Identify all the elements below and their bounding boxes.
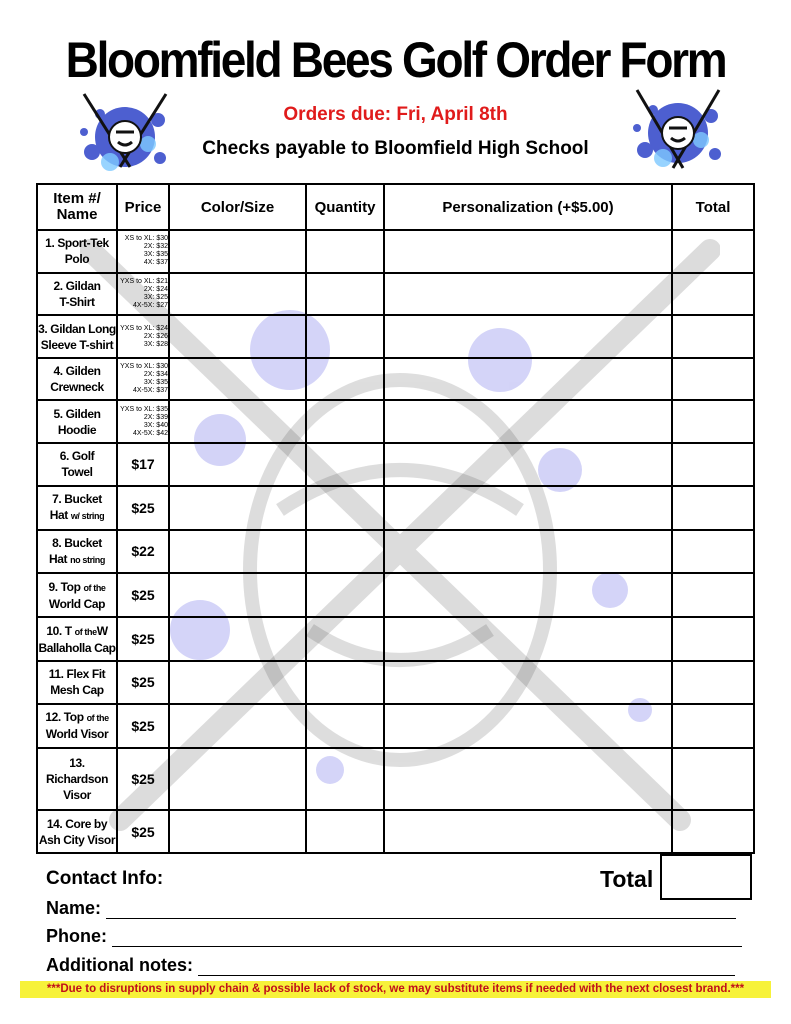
col-quantity-header: Quantity — [306, 184, 384, 230]
item-name-cell: 11. Flex Fit Mesh Cap — [37, 661, 117, 704]
quantity-field[interactable] — [306, 443, 384, 486]
row-total-field[interactable] — [672, 400, 754, 443]
personalization-field[interactable] — [384, 661, 672, 704]
item-name-cell: 2. Gildan T-Shirt — [37, 273, 117, 316]
personalization-field[interactable] — [384, 617, 672, 661]
personalization-field[interactable] — [384, 230, 672, 273]
table-row — [37, 748, 754, 811]
table-row — [37, 810, 754, 853]
color-size-field[interactable] — [169, 358, 306, 401]
table-row — [37, 358, 754, 401]
item-price-cell: $25 — [117, 486, 169, 530]
notes-label: Additional notes: — [46, 955, 193, 975]
quantity-field[interactable] — [306, 748, 384, 811]
personalization-field[interactable] — [384, 315, 672, 358]
name-row — [46, 898, 736, 922]
row-total-field[interactable] — [672, 661, 754, 704]
color-size-field[interactable] — [169, 530, 306, 574]
order-table — [36, 183, 755, 854]
table-row — [37, 573, 754, 617]
row-total-field[interactable] — [672, 617, 754, 661]
row-total-field[interactable] — [672, 315, 754, 358]
item-size-prices-cell: YXS to XL: $30 2X: $34 3X: $35 4X-5X: $37 — [117, 358, 169, 401]
item-name-cell: 10. T of theW Ballaholla Cap — [37, 617, 117, 661]
item-name-cell: 9. Top of the World Cap — [37, 573, 117, 617]
row-total-field[interactable] — [672, 810, 754, 853]
contact-info-label: Contact Info: — [46, 868, 164, 889]
item-price-cell: $22 — [117, 530, 169, 574]
table-row — [37, 443, 754, 486]
personalization-field[interactable] — [384, 486, 672, 530]
notes-row — [46, 955, 735, 979]
item-size-prices-cell: YXS to XL: $21 2X: $24 3X: $25 4X-5X: $27 — [117, 273, 169, 316]
quantity-field[interactable] — [306, 273, 384, 316]
item-name-cell: 4. Gilden Crewneck — [37, 358, 117, 401]
bee-logo-right — [623, 88, 733, 178]
personalization-field[interactable] — [384, 358, 672, 401]
quantity-field[interactable] — [306, 315, 384, 358]
row-total-field[interactable] — [672, 573, 754, 617]
phone-field[interactable] — [112, 928, 742, 947]
col-personalization-header: Personalization (+$5.00) — [384, 184, 672, 230]
quantity-field[interactable] — [306, 486, 384, 530]
table-row — [37, 486, 754, 530]
item-size-prices-cell: XS to XL: $30 2X: $32 3X: $35 4X: $37 — [117, 230, 169, 273]
table-row — [37, 617, 754, 661]
color-size-field[interactable] — [169, 748, 306, 811]
color-size-field[interactable] — [169, 486, 306, 530]
table-row — [37, 315, 754, 358]
color-size-field[interactable] — [169, 400, 306, 443]
orders-due-text: Orders due: Fri, April 8th — [283, 104, 508, 125]
table-row — [37, 230, 754, 273]
table-row — [37, 400, 754, 443]
quantity-field[interactable] — [306, 400, 384, 443]
row-total-field[interactable] — [672, 486, 754, 530]
phone-row — [46, 926, 742, 950]
table-row — [37, 273, 754, 316]
grand-total-label: Total — [600, 866, 654, 892]
quantity-field[interactable] — [306, 810, 384, 853]
row-total-field[interactable] — [672, 530, 754, 574]
notes-field[interactable] — [198, 957, 735, 976]
color-size-field[interactable] — [169, 704, 306, 748]
item-price-cell: $25 — [117, 617, 169, 661]
personalization-field[interactable] — [384, 400, 672, 443]
item-price-cell: $17 — [117, 443, 169, 486]
personalization-field[interactable] — [384, 748, 672, 811]
color-size-field[interactable] — [169, 315, 306, 358]
quantity-field[interactable] — [306, 617, 384, 661]
phone-label: Phone: — [46, 926, 107, 946]
table-row — [37, 704, 754, 748]
color-size-field[interactable] — [169, 230, 306, 273]
col-price-header: Price — [117, 184, 169, 230]
item-price-cell: $25 — [117, 661, 169, 704]
item-name-cell: 3. Gildan Long Sleeve T-shirt — [37, 315, 117, 358]
item-price-cell: $25 — [117, 748, 169, 811]
item-name-cell: 7. Bucket Hat w/ string — [37, 486, 117, 530]
color-size-field[interactable] — [169, 443, 306, 486]
row-total-field[interactable] — [672, 273, 754, 316]
supply-chain-disclaimer: ***Due to disruptions in supply chain & possible lack of stock, we may substitute items if needed with the next closest brand.*** — [20, 981, 771, 998]
personalization-field[interactable] — [384, 273, 672, 316]
personalization-field[interactable] — [384, 810, 672, 853]
quantity-field[interactable] — [306, 573, 384, 617]
color-size-field[interactable] — [169, 810, 306, 853]
checks-payable-text: Checks payable to Bloomfield High School — [202, 138, 589, 159]
item-price-cell: $25 — [117, 573, 169, 617]
color-size-field[interactable] — [169, 617, 306, 661]
row-total-field[interactable] — [672, 230, 754, 273]
quantity-field[interactable] — [306, 230, 384, 273]
row-total-field[interactable] — [672, 443, 754, 486]
item-name-cell: 5. Gilden Hoodie — [37, 400, 117, 443]
row-total-field[interactable] — [672, 358, 754, 401]
header-row — [37, 184, 754, 230]
quantity-field[interactable] — [306, 704, 384, 748]
item-size-prices-cell: YXS to XL: $35 2X: $39 3X: $40 4X-5X: $42 — [117, 400, 169, 443]
item-size-prices-cell: YXS to XL: $24 2X: $26 3X: $28 — [117, 315, 169, 358]
color-size-field[interactable] — [169, 573, 306, 617]
name-field[interactable] — [106, 900, 736, 919]
item-price-cell: $25 — [117, 704, 169, 748]
grand-total-field[interactable] — [660, 854, 752, 900]
color-size-field[interactable] — [169, 661, 306, 704]
item-price-cell: $25 — [117, 810, 169, 853]
col-size-header: Color/Size — [169, 184, 306, 230]
col-total-header: Total — [672, 184, 754, 230]
personalization-field[interactable] — [384, 573, 672, 617]
quantity-field[interactable] — [306, 530, 384, 574]
personalization-field[interactable] — [384, 704, 672, 748]
quantity-field[interactable] — [306, 358, 384, 401]
personalization-field[interactable] — [384, 443, 672, 486]
quantity-field[interactable] — [306, 661, 384, 704]
item-name-cell: 14. Core by Ash City Visor — [37, 810, 117, 853]
table-row — [37, 661, 754, 704]
item-name-cell: 12. Top of the World Visor — [37, 704, 117, 748]
color-size-field[interactable] — [169, 273, 306, 316]
item-name-cell: 8. Bucket Hat no string — [37, 530, 117, 574]
row-total-field[interactable] — [672, 704, 754, 748]
col-item-header: Item #/ Name — [37, 184, 117, 230]
personalization-field[interactable] — [384, 530, 672, 574]
page-title: Bloomfield Bees Golf Order Form — [65, 32, 726, 88]
item-name-cell: 1. Sport-Tek Polo — [37, 230, 117, 273]
name-label: Name: — [46, 898, 102, 918]
row-total-field[interactable] — [672, 748, 754, 811]
table-row — [37, 530, 754, 574]
item-name-cell: 13. Richardson Visor — [37, 748, 117, 811]
item-name-cell: 6. Golf Towel — [37, 443, 117, 486]
